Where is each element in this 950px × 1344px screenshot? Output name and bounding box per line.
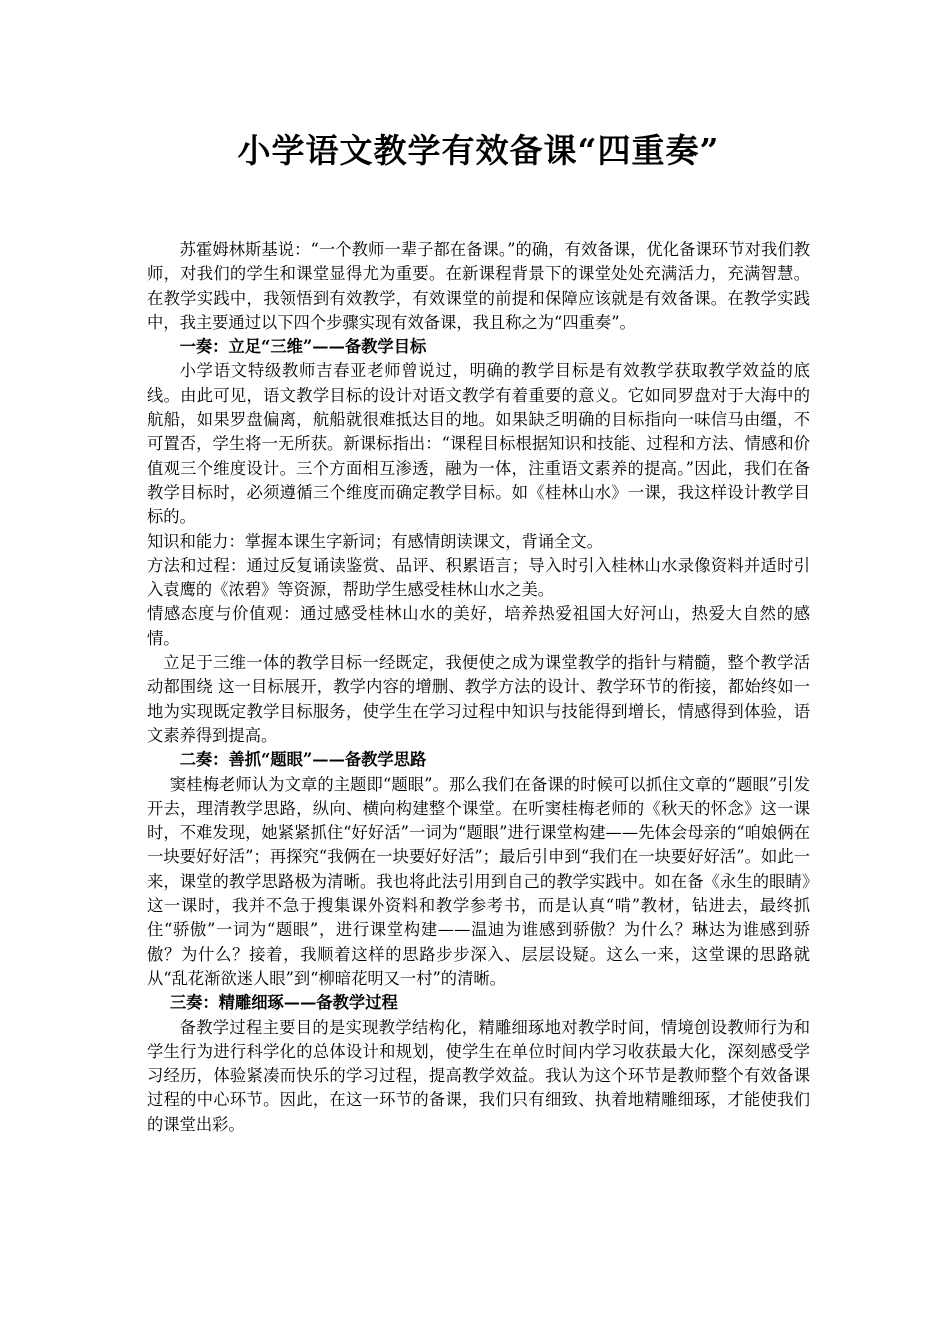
intro-paragraph: 苏霍姆林斯基说：“一个教师一辈子都在备课。”的确，有效备课，优化备课环节对我们教师，对我们的学生和课堂显得尤为重要。在新课程背景下的课堂处处充满活力，充满智慧。在教学实践中，我领悟到有效教学，有效课堂的前提和保障应该就是有效备课。在教学实践中，我主要通过以下四个步骤实现有效备课，我且称之为“四重奏”。 xyxy=(147,240,810,332)
section-1-paragraph: 小学语文特级教师吉春亚老师曾说过，明确的教学目标是有效教学获取教学效益的底线。由此可见，语文教学目标的设计对语文教学有着重要的意义。它如同罗盘对于大海中的航船，如果罗盘偏离，航船就很难抵达目的地。如果缺乏明确的目标指向一味信马由缰，不可置否，学生将一无所获。新课标指出：“课程目标根据知识和技能、过程和方法、情感和价值观三个维度设计。三个方面相互渗透，融为一体，注重语文素养的提高。”因此，我们在备教学目标时，必须遵循三个维度而确定教学目标。如《桂林山水》一课，我这样设计教学目标的。 xyxy=(147,361,810,527)
section-heading-1: 一奏：立足“三维”——备教学目标 xyxy=(179,337,427,357)
section-3-paragraph: 备教学过程主要目的是实现教学结构化，精雕细琢地对教学时间，情境创设教师行为和学生行为进行科学化的总体设计和规划，使学生在单位时间内学习收获最大化，深刻感受学习经历，体验紧凑而快乐的学习过程，提高教学效益。我认为这个环节是教师整个有效备课过程的中心环节。因此，在这一环节的备课，我们只有细致、执着地精雕细琢，才能使我们的课堂出彩。 xyxy=(147,1017,810,1134)
goal-method: 方法和过程：通过反复诵读鉴赏、品评、积累语言；导入时引入桂林山水录像资料并适时引入袁鹰的《浓碧》等资源，帮助学生感受桂林山水之美。 xyxy=(147,555,810,600)
section-2-paragraph: 窦桂梅老师认为文章的主题即“题眼”。那么我们在备课的时候可以抓住文章的“题眼”引发开去，理清教学思路，纵向、横向构建整个课堂。在听窦桂梅老师的《秋天的怀念》这一课时，不难发现，她紧紧抓住“好好活”一词为“题眼”进行课堂构建——先体会母亲的“咱娘俩在一块要好好活”；再探究“我俩在一块要好好活”；最后引申到“我们在一块要好好活”。如此一来，课堂的教学思路极为清晰。我也将此法引用到自己的教学实践中。如在备《永生的眼睛》这一课时，我并不急于搜集课外资料和教学参考书，而是认真“啃”教材，钻进去，最终抓住“骄傲”一词为“题眼”，进行课堂构建——温迪为谁感到骄傲？为什么？琳达为谁感到骄傲？为什么？接着，我顺着这样的思路步步深入、层层设疑。这么一来，这堂课的思路就从“乱花渐欲迷人眼”到“柳暗花明又一村”的清晰。 xyxy=(147,774,810,988)
section-heading-3: 三奏：精雕细琢——备教学过程 xyxy=(169,993,398,1013)
document-title: 小学语文教学有效备课“四重奏” xyxy=(237,131,720,170)
goal-knowledge: 知识和能力：掌握本课生字新词；有感情朗读课文，背诵全文。 xyxy=(147,531,603,551)
goal-emotion: 情感态度与价值观：通过感受桂林山水的美好，培养热爱祖国大好河山，热爱大自然的感情。 xyxy=(147,604,810,648)
section-heading-2: 二奏：善抓“题眼”——备教学思路 xyxy=(179,750,427,770)
section-1-summary: 立足于三维一体的教学目标一经既定，我便使之成为课堂教学的指针与精髓，整个教学活动都围绕 这一目标展开，教学内容的增删、教学方法的设计、教学环节的衔接，都始终如一地为实现既定教学目标服务，使学生在学习过程中知识与技能得到增长，情感得到体验，语文素养得到提高。 xyxy=(147,653,810,745)
document-body xyxy=(147,238,810,1137)
